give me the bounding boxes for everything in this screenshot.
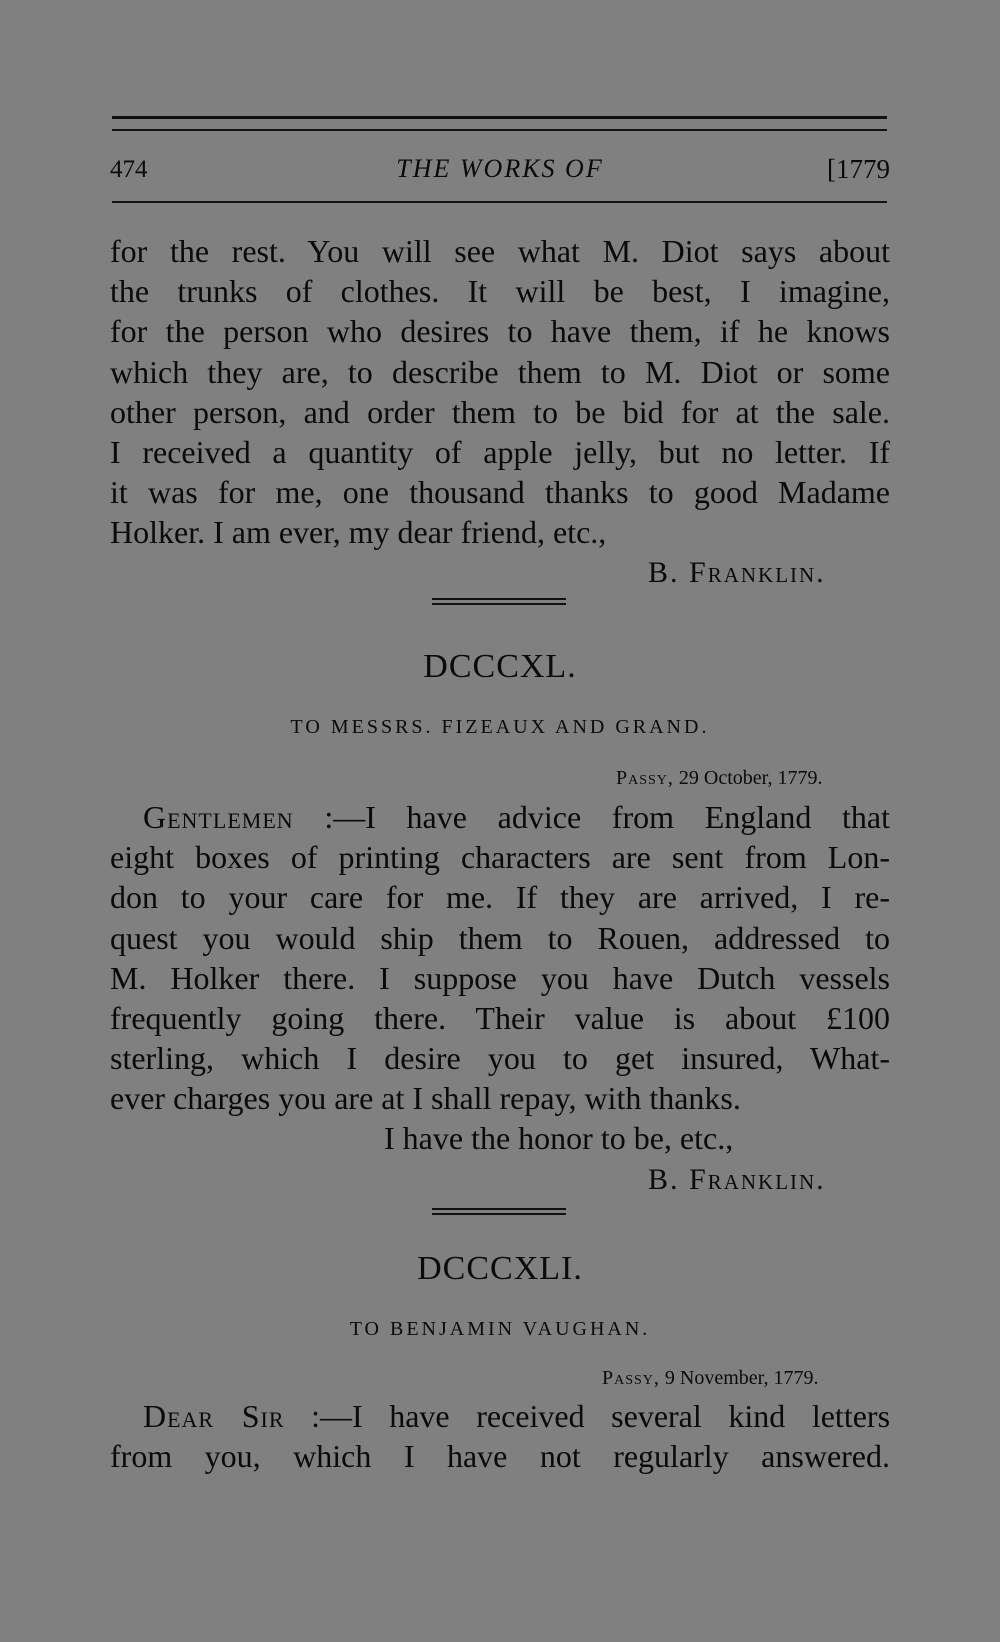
date-place: Passy, <box>616 767 674 789</box>
text-line: other person, and order them to be bid for at the sale. <box>110 393 890 430</box>
text-line: for the rest. You will see what M. Diot says about <box>110 233 890 269</box>
text-line: M. Holker there. I suppose you have Dutch vessels <box>110 959 890 996</box>
text-line: I received a quantity of apple jelly, but no letter. If <box>110 433 890 470</box>
running-title: THE WORKS OF <box>396 154 604 183</box>
page-number: 474 <box>110 156 148 183</box>
salutation: Gentlemen <box>143 799 294 835</box>
signature: B. Franklin. <box>648 556 826 589</box>
text-line: Holker. I am ever, my dear friend, etc., <box>110 514 607 551</box>
text-line: ever charges you are at I shall repay, with thanks. <box>110 1080 741 1117</box>
letter-recipient: TO BENJAMIN VAUGHAN. <box>349 1318 651 1340</box>
header-underline <box>112 201 887 203</box>
first-line-text: :—I have advice from England that <box>324 799 891 835</box>
date-text: 29 October, 1779. <box>678 767 823 789</box>
letter-body <box>110 1396 890 1476</box>
text-line: the trunks of clothes. It will be best, I imagine, <box>110 273 890 310</box>
letter-number: DCCCXLI. <box>417 1250 583 1287</box>
letter-body <box>110 797 890 1119</box>
page-header <box>110 150 890 190</box>
text-line: it was for me, one thousand thanks to good Madame <box>110 474 890 511</box>
top-rule-thin <box>112 129 887 131</box>
section-separator <box>432 598 566 606</box>
salutation: Dear Sir <box>143 1398 285 1434</box>
letter-number: DCCCXL. <box>423 648 577 685</box>
text-line: for the person who desires to have them, if he knows <box>110 313 890 350</box>
previous-letter-body <box>110 231 890 553</box>
signature: B. Franklin. <box>648 1163 826 1196</box>
text-line <box>110 1396 890 1436</box>
letter-dateline <box>602 1367 819 1390</box>
section-separator <box>432 1208 566 1216</box>
text-line: from you, which I have not regularly answered. <box>110 1438 890 1475</box>
text-line: frequently going there. Their value is about £100 <box>110 999 890 1036</box>
text-line: which they are, to describe them to M. Diot or some <box>110 353 890 390</box>
text-line <box>110 797 890 837</box>
text-line: don to your care for me. If they are arrived, I re- <box>110 879 890 916</box>
letter-closing: I have the honor to be, etc., <box>384 1120 734 1156</box>
letter-recipient: TO MESSRS. FIZEAUX AND GRAND. <box>290 716 710 738</box>
letter-dateline <box>616 767 823 790</box>
header-year: [1779 <box>827 154 890 184</box>
text-line: eight boxes of printing characters are sent from Lon- <box>110 839 890 876</box>
text-line: sterling, which I desire you to get insured, What- <box>110 1040 890 1077</box>
date-place: Passy, <box>602 1367 660 1389</box>
first-line-text: :—I have received several kind letters <box>311 1398 891 1434</box>
date-text: 9 November, 1779. <box>664 1367 819 1389</box>
text-line: quest you would ship them to Rouen, addressed to <box>110 919 890 956</box>
top-rule-thick <box>112 116 887 119</box>
